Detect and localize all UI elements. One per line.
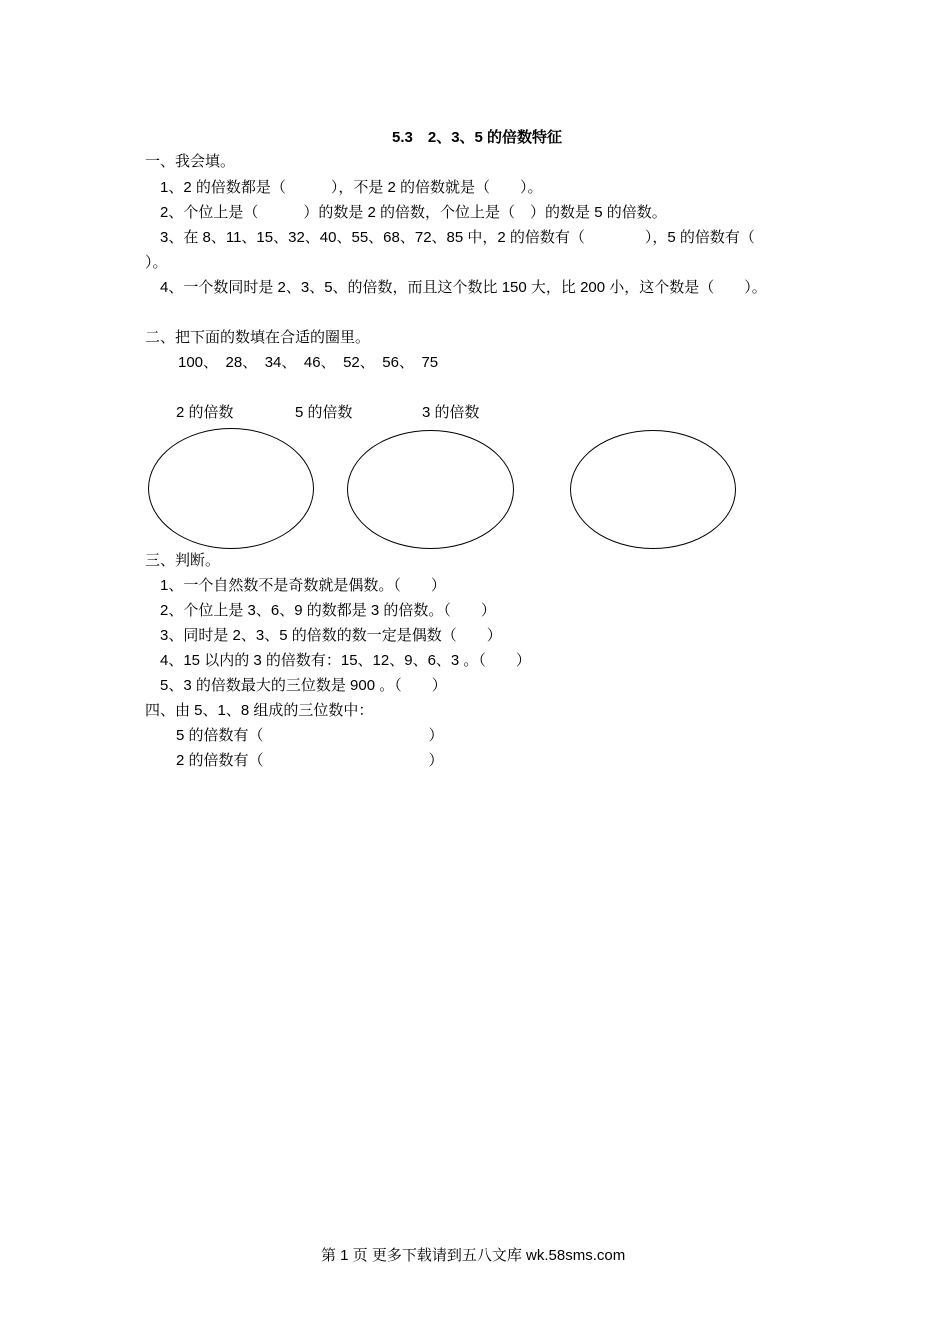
question-3: 3、在 8、11、15、32、40、55、68、72、85 中，2 的倍数有（ ），5 的倍数有（ — [160, 229, 755, 246]
section3-heading: 三、判断。 — [145, 552, 221, 569]
circle-label-5: 5 的倍数 — [295, 404, 353, 421]
page-footer: 第 1 页 更多下载请到五八文库 wk.58sms.com — [321, 1247, 626, 1264]
number-list: 100、 28、 34、 46、 52、 56、 75 — [178, 354, 439, 371]
section4-item: 5 的倍数有（ ） — [176, 727, 444, 744]
circle-label-3: 3 的倍数 — [422, 404, 480, 421]
judgment-item: 2、个位上是 3、6、9 的数都是 3 的倍数。（ ） — [160, 602, 496, 619]
section4-item: 2 的倍数有（ ） — [176, 752, 444, 769]
question-4: 4、一个数同时是 2、3、5、的倍数，而且这个数比 150 大，比 200 小，这个数是（ ）。 — [160, 279, 767, 296]
judgment-item: 3、同时是 2、3、5 的倍数的数一定是偶数（ ） — [160, 627, 502, 644]
page-title: 5.3 2、3、5 的倍数特征 — [392, 129, 563, 146]
section4-heading: 四、由 5、1、8 组成的三位数中： — [145, 702, 374, 719]
judgment-item: 4、15 以内的 3 的倍数有：15、12、9、6、3 。（ ） — [160, 652, 531, 669]
question-2: 2、个位上是（ ）的数是 2 的倍数，个位上是（ ）的数是 5 的倍数。 — [160, 204, 667, 221]
judgment-item: 5、3 的倍数最大的三位数是 900 。（ ） — [160, 677, 447, 694]
question-3-continued: ）。 — [145, 254, 168, 271]
judgment-item: 1、一个自然数不是奇数就是偶数。（ ） — [160, 577, 446, 594]
circle-label-2: 2 的倍数 — [176, 404, 234, 421]
circle-multiples-of-2 — [148, 428, 314, 549]
question-1: 1、2 的倍数都是（ ），不是 2 的倍数就是（ ）。 — [160, 179, 543, 196]
circle-multiples-of-5 — [347, 430, 514, 549]
section1-heading: 一、我会填。 — [145, 153, 236, 170]
section2-heading: 二、把下面的数填在合适的圈里。 — [145, 329, 371, 346]
circle-multiples-of-3 — [570, 430, 736, 549]
